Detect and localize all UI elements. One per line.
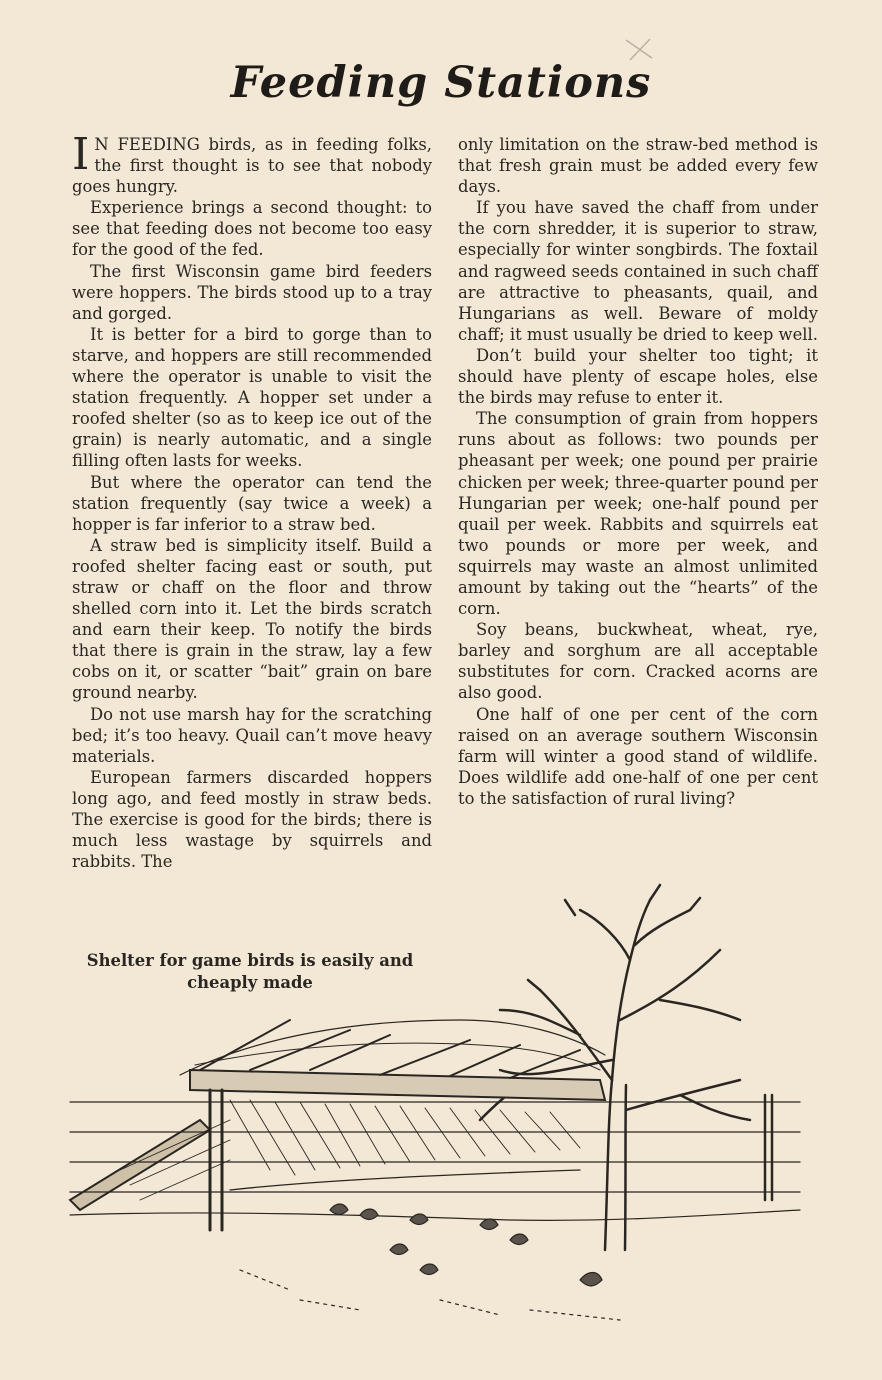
paragraph: I N FEEDING birds, as in feeding folks, the first thought is to see that nobody goes hungry. — [72, 129, 432, 197]
drop-cap: I — [72, 129, 90, 180]
paragraph: only limitation on the straw-bed method is that fresh grain must be added every few days. — [458, 135, 818, 197]
paragraph: The first Wisconsin game bird feeders were hoppers. The birds stood up to a tray and gorged. — [72, 261, 432, 323]
paragraph: A straw bed is simplicity itself. Build a roofed shelter facing east or south, put straw or chaff on the floor and throw shelled corn into it. Let the birds scratch and earn their keep. To notify the birds that there is grain in the straw, lay a few cobs on it, or scatter “bait” grain on bare ground nearby. — [72, 535, 432, 703]
paragraph: It is better for a bird to gorge than to starve, and hoppers are still recommended where the operator is unable to visit the station frequently. A hopper set under a roofed shelter (so as to keep ice out of the grain) is nearly automatic, and a single filling often lasts for weeks. — [72, 324, 432, 471]
page-title: Feeding Stations — [230, 58, 652, 108]
paragraph: The consumption of grain from hoppers runs about as follows: two pounds per pheasant per week; one pound per prairie chicken per week; three-quarter pound per Hungarian per week; one-half pound per quail per week. Rabbits and squirrels eat two pounds or more per week, and squirrels may waste an almost unlimited amount by taking out the “hearts” of the corn. — [458, 409, 818, 619]
left-column — [72, 129, 432, 872]
tree-drawing — [480, 885, 750, 1250]
illustration-caption: Shelter for game birds is easily and cheaply made — [86, 951, 414, 992]
paragraph: European farmers discarded hoppers long ago, and feed mostly in straw beds. The exercise is good for the birds; there is much less wastage by squirrels and rabbits. The — [72, 767, 432, 872]
paragraph: One half of one per cent of the corn raised on an average southern Wisconsin farm will winter a good stand of wildlife. Does wildlife add one-half of one per cent to the satisfaction of rural living? — [458, 704, 818, 808]
straw-bed-hatching — [120, 1100, 580, 1200]
paragraph: But where the operator can tend the station frequently (say twice a week) a hopper is far inferior to a straw bed. — [72, 472, 432, 534]
paragraph: Soy beans, buckwheat, wheat, rye, barley and sorghum are all acceptable substitutes for corn. Cracked acorns are also good. — [458, 620, 818, 703]
paragraph: Do not use marsh hay for the scratching bed; it’s too heavy. Quail can’t move heavy materials. — [72, 704, 432, 766]
shelter-illustration — [60, 870, 820, 1340]
ground-and-birds — [70, 1204, 800, 1320]
shelter-roof-drawing — [70, 1020, 605, 1230]
right-column — [458, 134, 818, 809]
paragraph: Experience brings a second thought: to see that feeding does not become too easy for the good of the fed. — [72, 198, 432, 260]
paragraph: If you have saved the chaff from under the corn shredder, it is superior to straw, especially for winter songbirds. The foxtail and ragweed seeds contained in such chaff are attractive to pheasants, quail, and Hungarians as well. Beware of moldy chaff; it must usually be dried to keep well. — [458, 198, 818, 344]
paragraph: Don’t build your shelter too tight; it should have plenty of escape holes, else the birds may refuse to enter it. — [458, 345, 818, 408]
